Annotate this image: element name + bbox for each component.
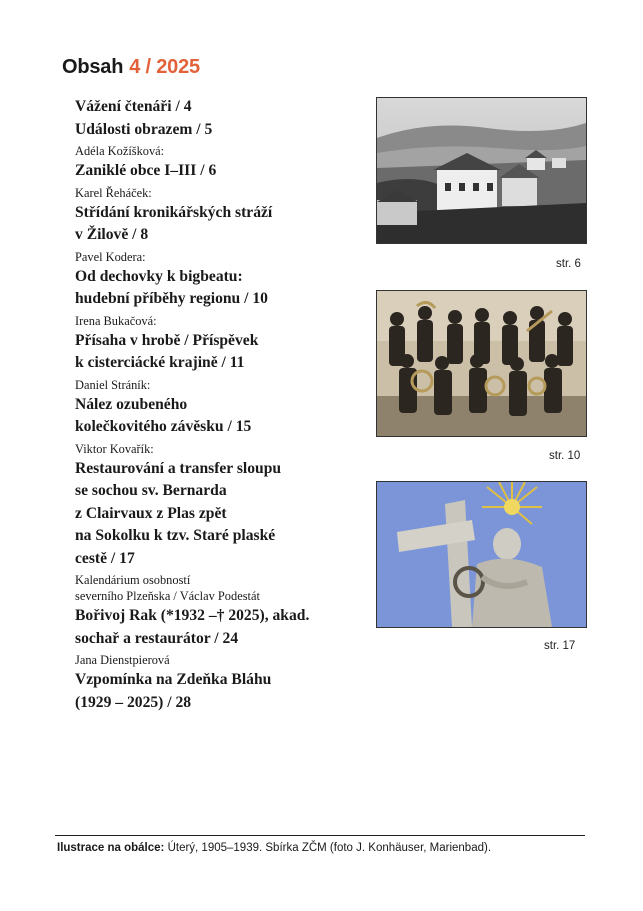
toc-title-line: k cisterciácké krajině / 11	[75, 354, 245, 371]
toc-author: Viktor Kovařík:	[75, 441, 154, 456]
toc-title-line: Události obrazem / 5	[75, 120, 213, 138]
toc-entry	[75, 249, 365, 311]
toc-entry	[75, 572, 365, 650]
toc-author: Pavel Kodera:	[75, 249, 146, 264]
photo-statue	[376, 481, 587, 628]
toc-title-line: se sochou sv. Bernarda	[75, 482, 227, 499]
cover-credit	[57, 842, 491, 854]
toc-title-line: sochař a restaurátor / 24	[75, 629, 239, 647]
toc-title-line: Bořivoj Rak (*1932 –† 2025), akad.	[75, 607, 310, 624]
toc-title-line: Nález ozubeného	[75, 395, 188, 413]
toc-entry	[75, 185, 365, 247]
village-image	[377, 98, 586, 243]
toc-author: Jana Dienstpierová	[75, 653, 170, 667]
toc-author: Kalendárium osobností severního Plzeňska / Václav Podestát	[75, 573, 260, 603]
toc-title-line: Od dechovky k bigbeatu:	[75, 267, 243, 285]
toc-entry	[75, 441, 365, 571]
toc-entry	[75, 119, 365, 142]
toc-entry	[75, 96, 365, 119]
band-image	[377, 291, 586, 436]
toc-title-line: Vzpomínka na Zdeňka Bláhu	[75, 671, 272, 688]
toc-title-line: Restaurování a transfer sloupu	[75, 459, 282, 477]
toc-title-line: Střídání kronikářských stráží	[75, 203, 273, 221]
footer-divider	[55, 835, 585, 836]
toc-title-line: Vážení čtenáři / 4	[75, 98, 192, 115]
photo-caption-2: str. 10	[549, 450, 581, 462]
photo-caption-3: str. 17	[544, 640, 576, 652]
toc-author: Daniel Stráník:	[75, 377, 151, 392]
issue-number: 4 / 2025	[129, 56, 200, 78]
toc-title-line: v Žilově / 8	[75, 226, 149, 243]
statue-image	[377, 482, 586, 627]
footer-label: Ilustrace na obálce:	[57, 842, 165, 854]
toc-entry	[75, 313, 365, 375]
toc-title-line: (1929 – 2025) / 28	[75, 693, 192, 711]
toc-title-line: hudební příběhy regionu / 10	[75, 290, 268, 307]
toc-author: Adéla Kožíšková:	[75, 144, 165, 158]
toc-title-line: na Sokolku k tzv. Staré plaské	[75, 527, 276, 544]
toc-author: Irena Bukačová:	[75, 313, 157, 328]
toc-entry	[75, 652, 365, 714]
toc-title-line: Přísaha v hrobě / Příspěvek	[75, 331, 259, 349]
photo-caption-1: str. 6	[556, 258, 581, 270]
toc-entry	[75, 377, 365, 439]
table-of-contents	[75, 96, 365, 714]
toc-title-line: z Clairvaux z Plas zpět	[75, 504, 227, 522]
photo-band	[376, 290, 587, 437]
photo-village	[376, 97, 587, 244]
toc-title-line: Zaniklé obce I–III / 6	[75, 162, 217, 179]
toc-author: Karel Řeháček:	[75, 185, 152, 200]
toc-entry	[75, 143, 365, 183]
title-text: Obsah	[62, 56, 124, 78]
toc-title-line: cestě / 17	[75, 549, 135, 567]
footer-text: Úterý, 1905–1939. Sbírka ZČM (foto J. Konhäuser, Marienbad).	[164, 842, 492, 854]
toc-title-line: kolečkovitého závěsku / 15	[75, 418, 252, 435]
page-title	[62, 56, 200, 79]
